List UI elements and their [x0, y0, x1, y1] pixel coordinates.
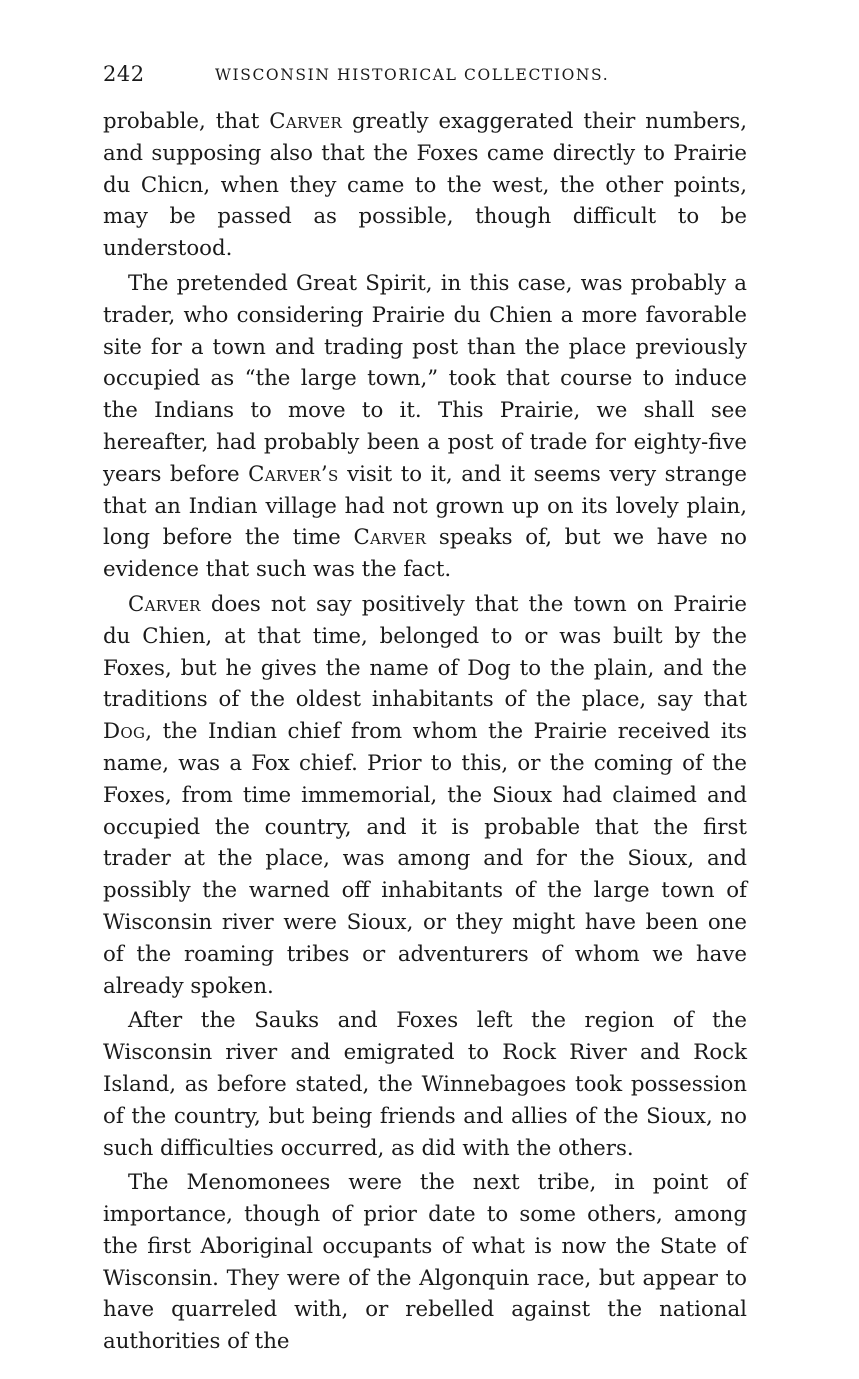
name-carver: Carver’s	[248, 461, 339, 487]
paragraph	[103, 589, 747, 1002]
paragraph	[103, 106, 747, 265]
paragraph	[103, 1005, 747, 1164]
body-text	[103, 106, 747, 1358]
text-run: speaks of, but we have no evidence that such was the fact.	[103, 525, 747, 583]
running-head-title: WISCONSIN HISTORICAL COLLECTIONS.	[215, 66, 610, 84]
name-carver: Carver	[269, 109, 343, 134]
text-run: , the Indian chief from whom the Prairie received its name, was a Fox chief. Prior to this, or the coming of the Foxes, from time immemorial, the Sioux had claimed and occupied the country, and it is probable that the first trader at the place, was among and for the Sioux, and possibly the warned off inhabitants of the large town of Wisconsin river were Sioux, or they might have been one of the roaming tribes or adventurers of whom we have already spoken.	[103, 719, 747, 999]
text-run: The Menomonees were the next tribe, in point of importance, though of prior date to some others, among the first Aboriginal occupants of what is now the State of Wisconsin. They were of the Algonquin race, but appear to have quarreled with, or rebelled against the national authorities of the	[103, 1170, 747, 1355]
paragraph	[103, 268, 747, 586]
text-run: greatly exaggerated their numbers, and supposing also that the Foxes came directly to Prairie du Chicn, when they came to the west, the other points, may be passed as possible, though difficult to be understood.	[103, 109, 747, 262]
name-carver: Carver	[128, 591, 201, 617]
page-number: 242	[103, 62, 145, 86]
text-run: After the Sauks and Foxes left the region of the Wisconsin river and emigrated to Rock River and Rock Island, as before stated, the Winnebagoes took possession of the country, but being friends and allies of the Sioux, no such difficulties occurred, as did with the others.	[103, 1008, 747, 1161]
text-run: visit to it, and it seems very strange that an Indian village had not grown up on its lovely plain, long before the time	[103, 461, 747, 551]
text-run: probable, that	[103, 109, 270, 134]
text-run: The pretended Great Spirit, in this case, was probably a trader, who considering Prairie du Chien a more favorable site for a town and trading post than the place previously occupied as “the large town,” took that course to induce the Indians to move to it. This Prairie, we shall see hereafter, had probably been a post of trade for eighty-five years before	[103, 270, 747, 487]
running-head	[103, 58, 747, 88]
book-page	[103, 58, 747, 1361]
name-dog: Dog	[103, 719, 146, 745]
text-run: does not say positively that the town on Prairie du Chien, at that time, belonged to or was built by the Foxes, but he gives the name of Dog to the plain, and the traditions of the oldest inhabitants of the place, say that	[103, 591, 747, 713]
name-carver: Carver	[353, 525, 427, 551]
paragraph	[103, 1167, 747, 1358]
